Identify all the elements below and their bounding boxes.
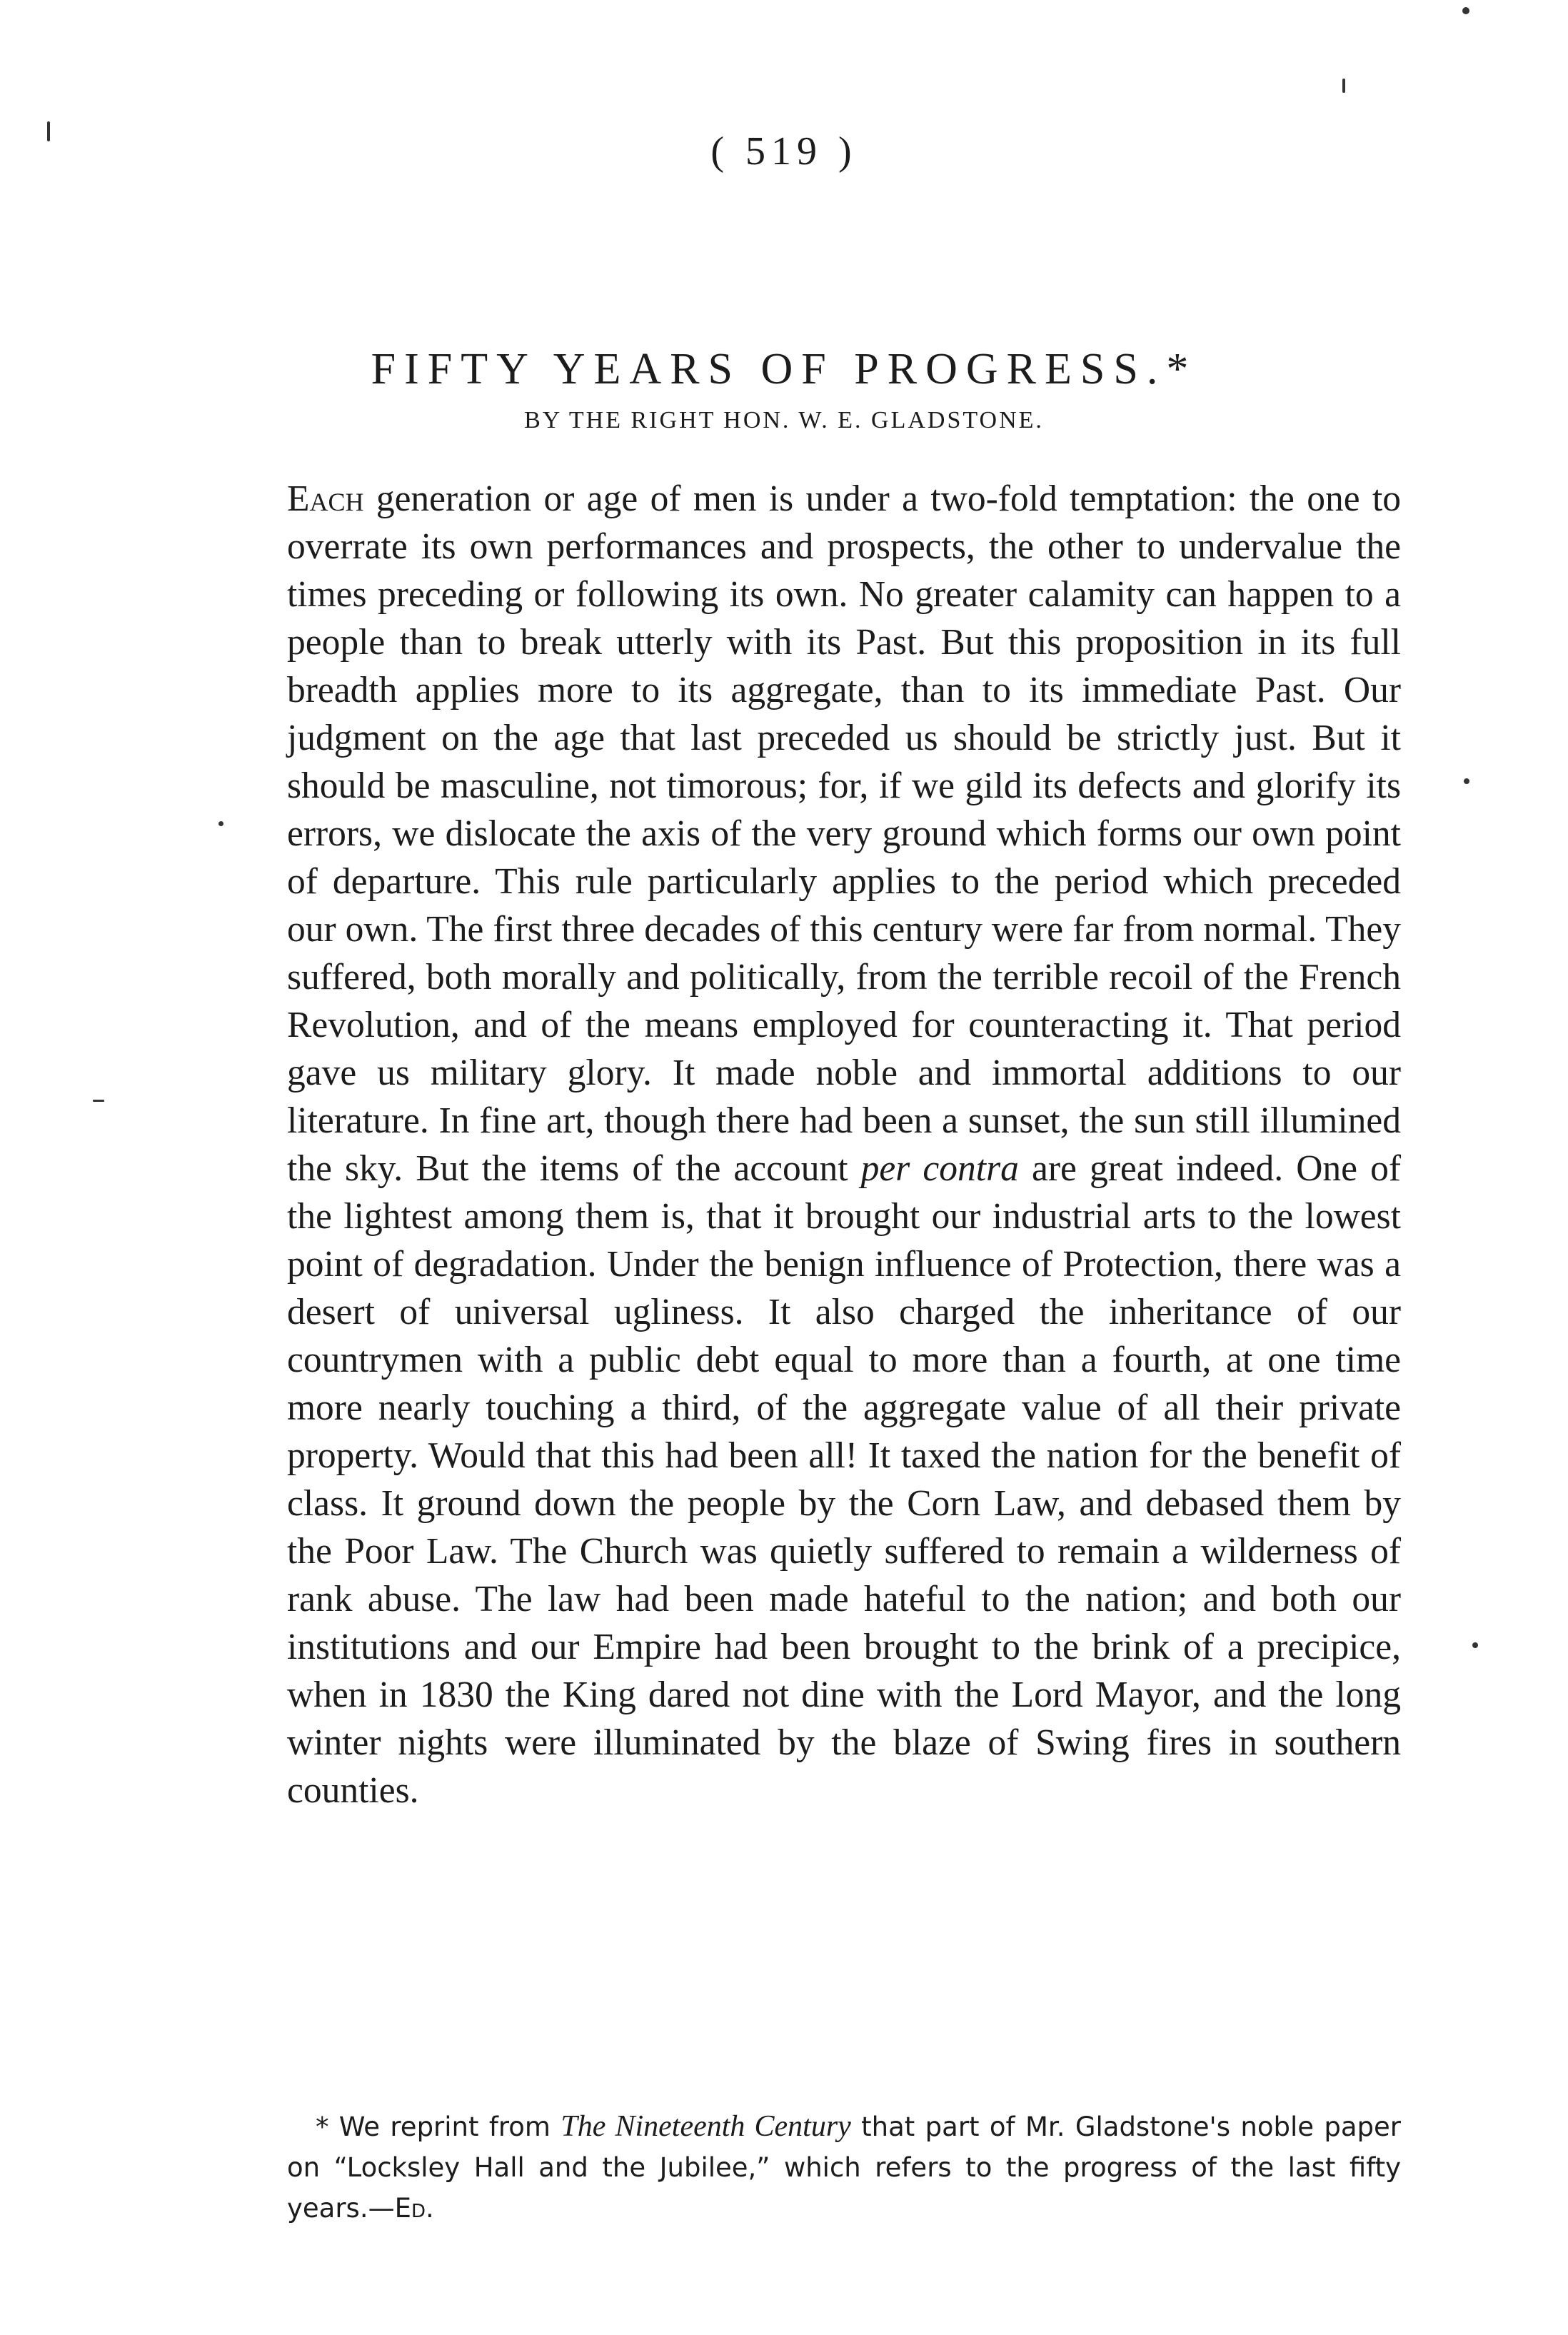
page-number: ( 519 ) [710,129,858,174]
scan-speck [1472,1642,1478,1648]
footnote-text-part-1: * We reprint from [316,2111,561,2142]
article-byline: BY THE RIGHT HON. W. E. GLADSTONE. [524,407,1044,433]
body-text-part-1: generation or age of men is under a two-fold temptation: the one to overrate its own performances and prospects, the other to undervalue the times preceding or following its own. No greater calamity can happen to a people than to break utterly with its Past. But this proposition in its full breadth applies more to its aggregate, than to its immediate Past. Our judgment on the age that last preceded us should be strictly just. But it should be masculine, not timorous; for, if we gild its defects and glorify its errors, we dislocate the axis of the very ground which forms our own point of departure. This rule particularly applies to the period which preceded our own. The first three decades of this century were far from normal. They suffered, both morally and politically, from the terrible recoil of the French Revolution, and of the means employed for counteracting it. That period gave us military glory. It made noble and immortal additions to our literature. In fine art, though there had been a sunset, the sun still illumined the sky. But the items of the account [287,478,1401,1189]
scan-speck [1342,79,1345,93]
body-italic-phrase: per contra [860,1148,1019,1189]
article-title: FIFTY YEARS OF PROGRESS.* [371,344,1197,393]
article-body [287,475,1401,1814]
scan-speck [93,1100,104,1102]
footnote [287,2106,1401,2229]
footnote-text-part-2: that part of Mr. Gladstone's noble paper on “Locksley Hall and the Jubilee,” which refers to the progress of the last fifty years.— [287,2111,1401,2224]
scan-speck [1464,778,1469,784]
lead-word: Each [287,478,364,519]
scan-speck [1462,7,1469,14]
body-text-part-2: are great indeed. One of the lightest among them is, that it brought our industrial arts to the lowest point of degradation. Under the benign influence of Protection, there was a desert of universal ugliness. It also charged the inheritance of our countrymen with a public debt equal to more than a fourth, at one time more nearly touching a third, of the aggregate value of all their private property. Would that this had been all! It taxed the nation for the benefit of class. It ground down the people by the Corn Law, and debased them by the Poor Law. The Church was quietly suffered to remain a wilderness of rank abuse. The law had been made hateful to the nation; and both our institutions and our Empire had been brought to the brink of a precipice, when in 1830 the King dared not dine with the Lord Mayor, and the long winter nights were illuminated by the blaze of Swing fires in southern counties. [287,1148,1402,1811]
footnote-signature: Ed. [394,2193,434,2224]
footnote-publication: The Nineteenth Century [561,2110,851,2143]
scan-speck [218,821,223,826]
scan-speck [47,121,50,141]
